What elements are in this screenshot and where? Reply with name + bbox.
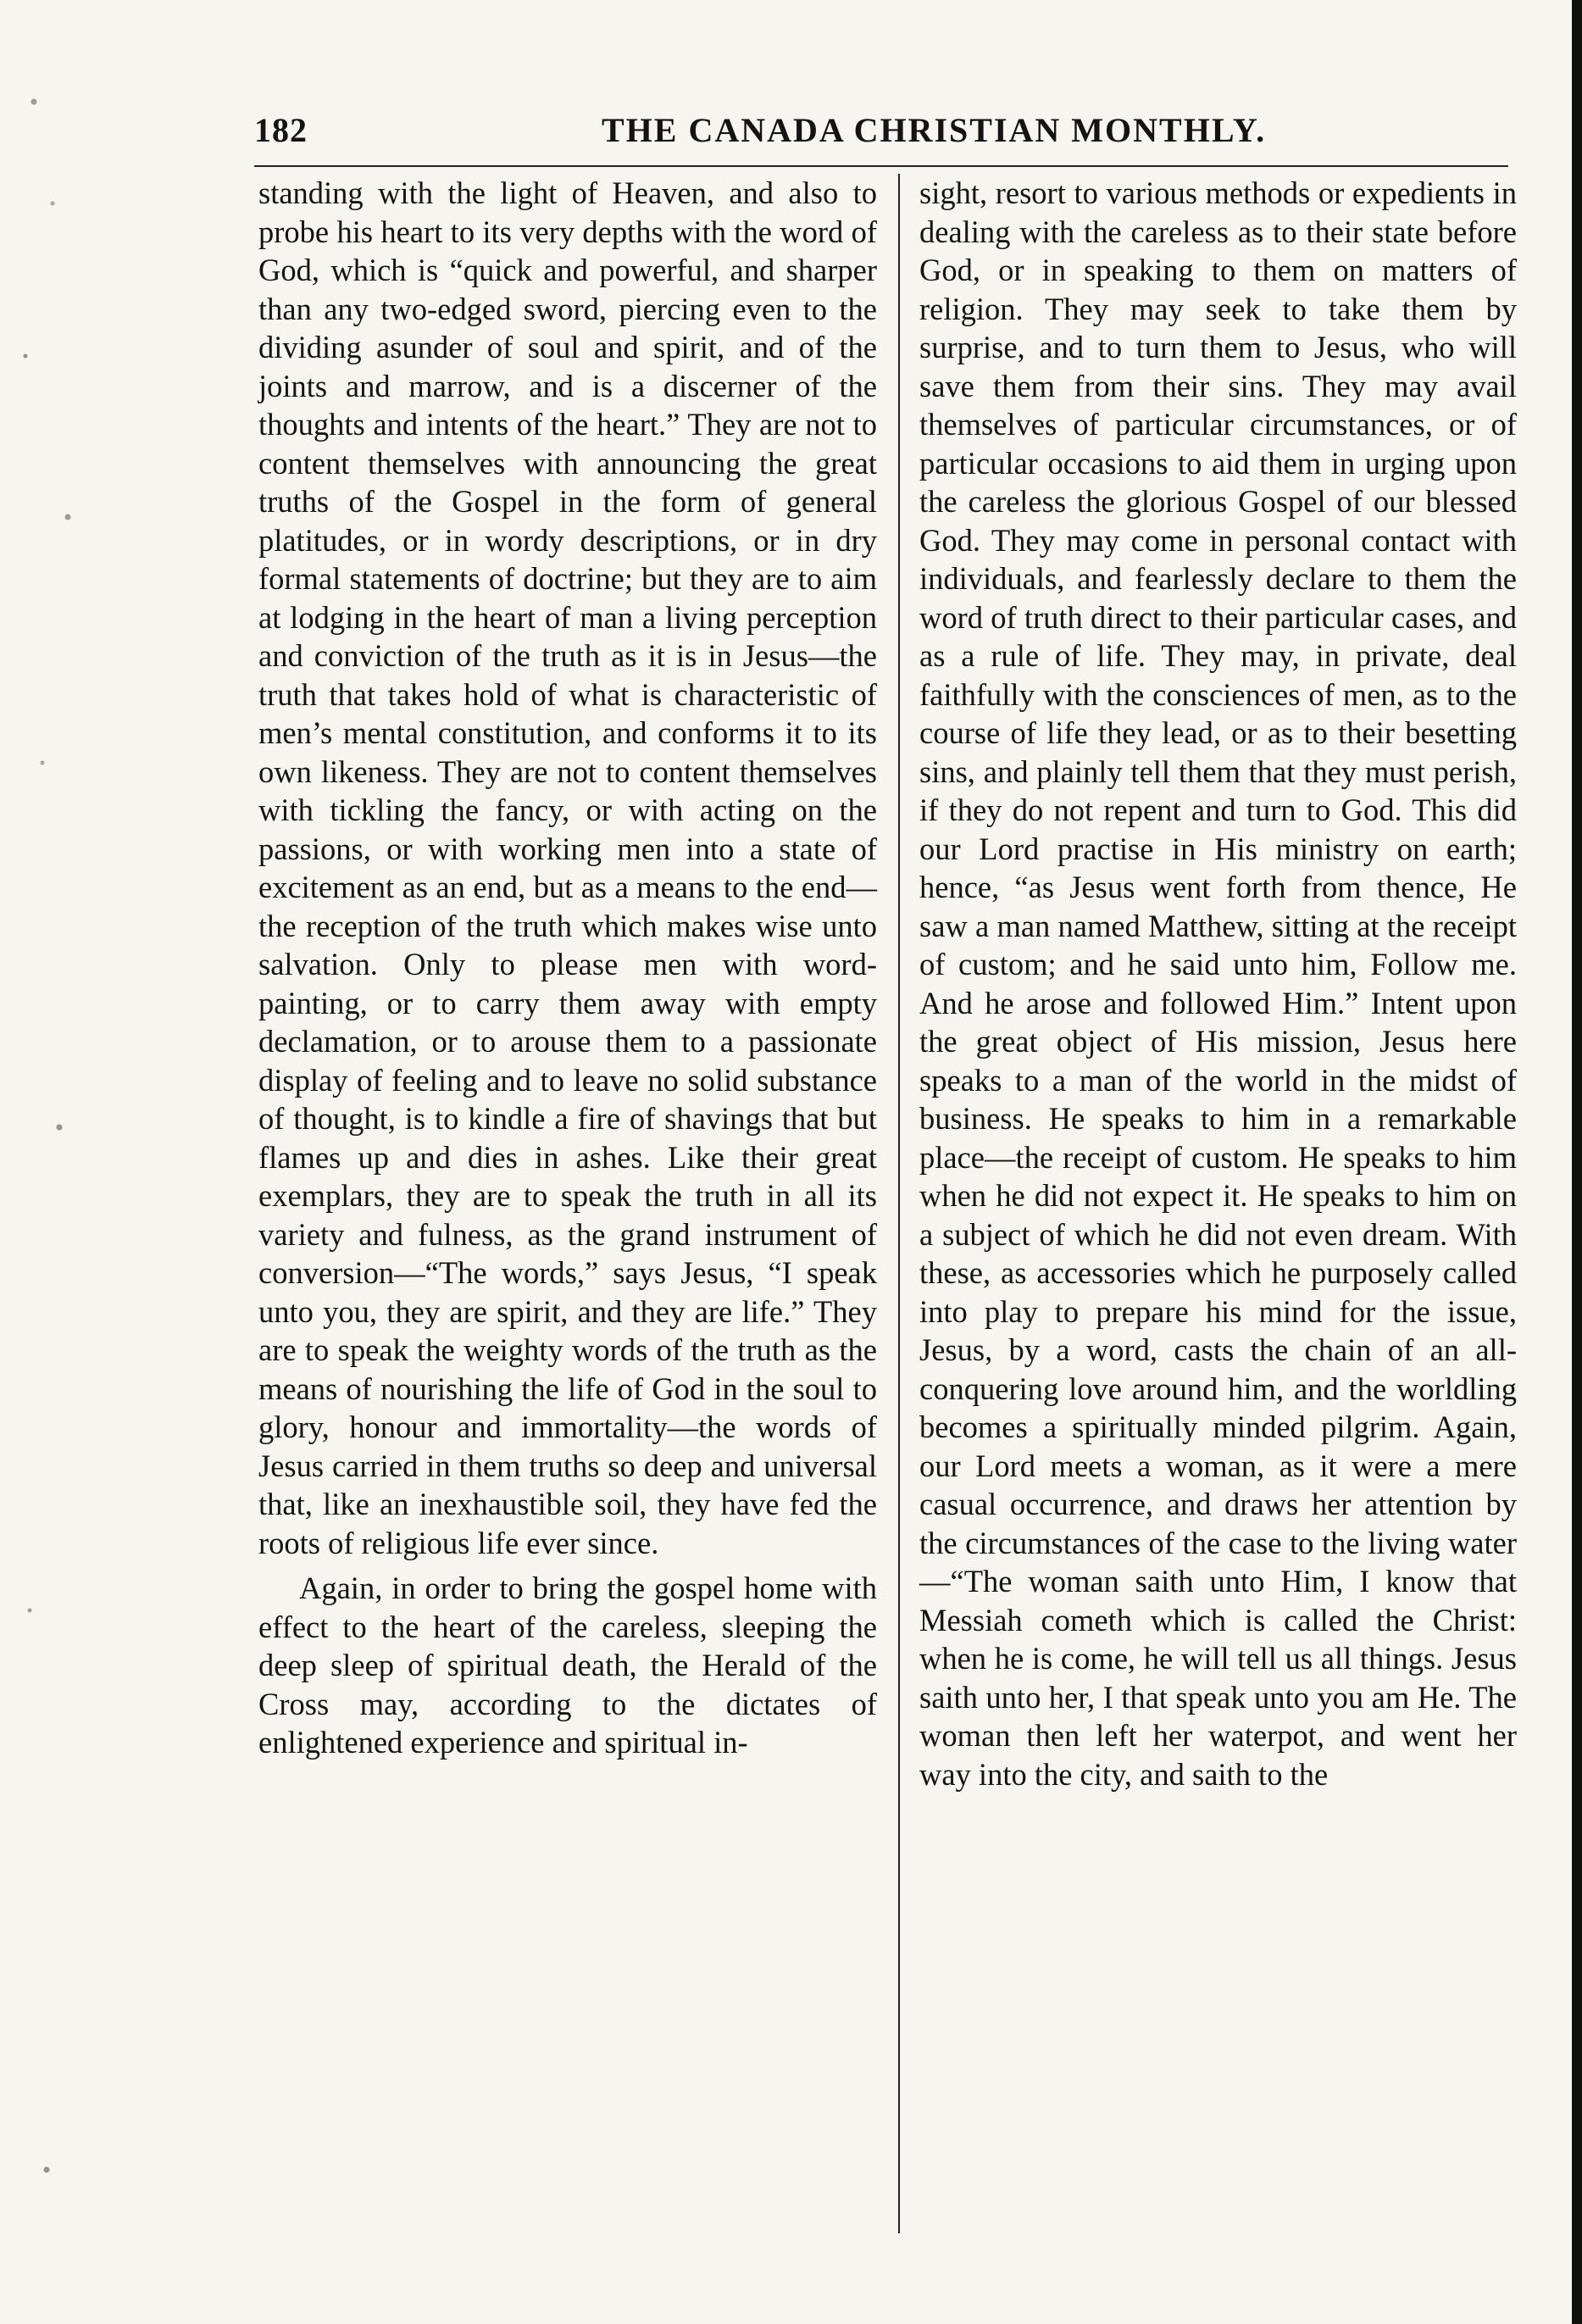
running-title: THE CANADA CHRISTIAN MONTHLY. <box>602 111 1267 149</box>
left-column <box>258 174 877 1762</box>
paragraph: standing with the light of Heaven, and also to probe his heart to its very depths with the word of God, which is “quick and powerful, and sharper than any two-edged sword, piercing even to the dividing asunder of soul and spirit, and of the joints and marrow, and is a discerner of the thoughts and intents of the heart.” They are not to content themselves with announcing the great truths of the Gospel in the form of general platitudes, or in wordy descriptions, or in dry formal statements of doctrine; but they are to aim at lodging in the heart of man a living perception and conviction of the truth as it is in Jesus—the truth that takes hold of what is characteristic of men’s mental constitution, and conforms it to its own likeness. They are not to content themselves with tickling the fancy, or with acting on the passions, or with working men into a state of excitement as an end, but as a means to the end—the reception of the truth which makes wise unto salvation. Only to please men with word-painting, or to carry them away with empty declamation, or to arouse them to a passionate display of feeling and to leave no solid substance of thought, is to kindle a fire of shavings that but flames up and dies in ashes. Like their great exemplars, they are to speak the truth in all its variety and fulness, as the grand instrument of conversion—“The words,” says Jesus, “I speak unto you, they are spirit, and they are life.” They are to speak the weighty words of the truth as the means of nourishing the life of God in the soul to glory, honour and immortality—the words of Jesus carried in them truths so deep and universal that, like an inexhaustible soil, they have fed the roots of religious life ever since. <box>258 175 877 1560</box>
right-column <box>919 174 1517 1793</box>
page-number: 182 <box>254 111 308 149</box>
scan-right-edge <box>1572 0 1582 2324</box>
page-header <box>254 110 1525 161</box>
paragraph: Again, in order to bring the gospel home with effect to the heart of the careless, sleeping the deep sleep of spiritual death, the Herald of the Cross may, according to the dictates of enlightened experience and spiritual in- <box>258 1571 877 1760</box>
header-rule <box>254 165 1508 167</box>
paragraph: sight, resort to various methods or expedients in dealing with the careless as to their state before God, or in speaking to them on matters of religion. They may seek to take them by surprise, and to turn them to Jesus, who will save them from their sins. They may avail themselves of particular circumstances, or of particular occasions to aid them in urging upon the careless the glorious Gospel of our blessed God. They may come in personal contact with individuals, and fearlessly declare to them the word of truth direct to their particular cases, and as a rule of life. They may, in private, deal faithfully with the consciences of men, as to the course of life they lead, or as to their besetting sins, and plainly tell them that they must perish, if they do not repent and turn to God. This did our Lord practise in His ministry on earth; hence, “as Jesus went forth from thence, He saw a man named Matthew, sitting at the receipt of custom; and he said unto him, Follow me. And he arose and followed Him.” Intent upon the great object of His mission, Jesus here speaks to a man of the world in the midst of business. He speaks to him in a remarkable place—the receipt of custom. He speaks to him when he did not expect it. He speaks to him on a subject of which he did not even dream. With these, as accessories which he purposely called into play to prepare his mind for the issue, Jesus, by a word, casts the chain of an all-conquering love around him, and the worldling becomes a spiritually minded pilgrim. Again, our Lord meets a woman, as it were a mere casual occurrence, and draws her attention by the circumstances of the case to the living water—“The woman saith unto Him, I know that Messiah cometh which is called the Christ: when he is come, he will tell us all things. Jesus saith unto her, I that speak unto you am He. The woman then left her waterpot, and went her way into the city, and saith to the <box>919 175 1517 1792</box>
scan-gutter-noise <box>0 0 102 2324</box>
column-divider <box>898 174 900 2233</box>
